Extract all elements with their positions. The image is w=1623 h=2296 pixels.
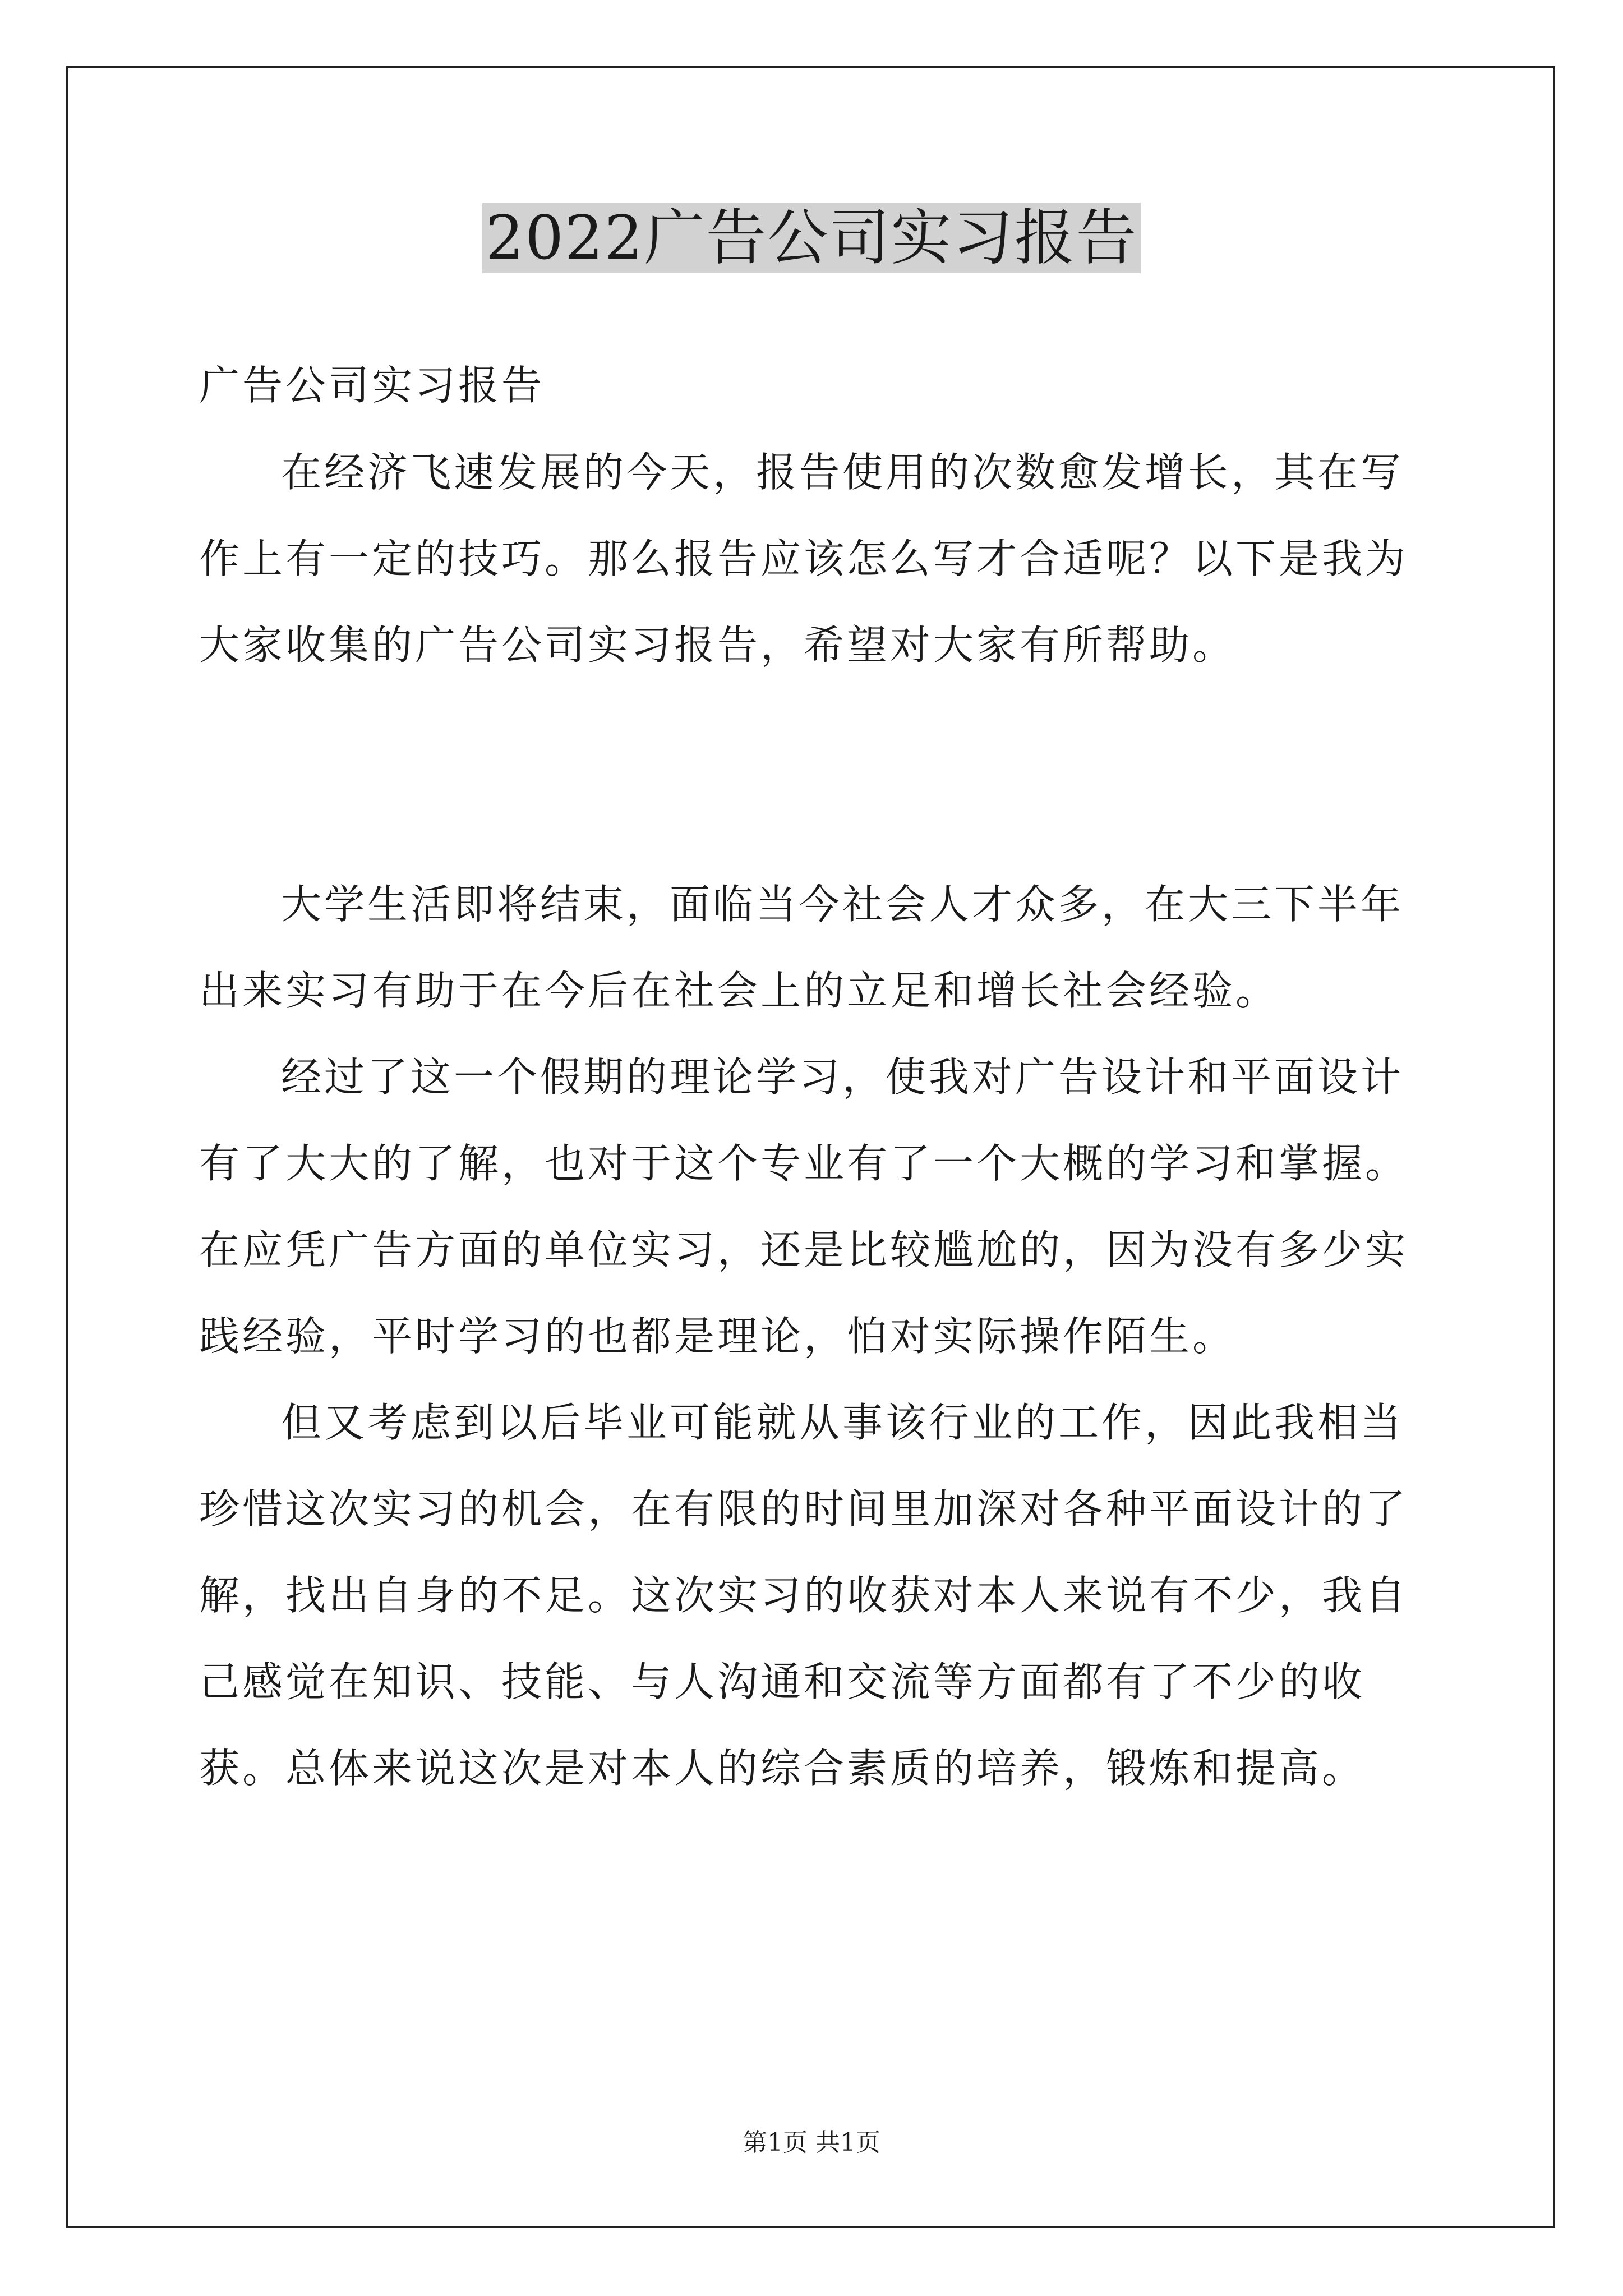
document-title <box>0 199 1623 278</box>
document-title-text: 2022广告公司实习报告 <box>482 203 1141 273</box>
paragraph-2: 经过了这一个假期的理论学习，使我对广告设计和平面设计有了大大的了解，也对于这个专业有了一个大概的学习和掌握。在应凭广告方面的单位实习，还是比较尴尬的，因为没有多少实践经验，平时学习的也都是理论，怕对实际操作陌生。 <box>199 1053 1409 1360</box>
paragraph-3: 但又考虑到以后毕业可能就从事该行业的工作，因此我相当珍惜这次实习的机会，在有限的时间里加深对各种平面设计的了解，找出自身的不足。这次实习的收获对本人来说有不少，我自己感觉在知识、技能、与人沟通和交流等方面都有了不少的收获。总体来说这次是对本人的综合素质的培养，锻炼和提高。 <box>199 1399 1409 1792</box>
page-number: 第1页 共1页 <box>743 2128 880 2157</box>
paragraph-1: 大学生活即将结束，面临当今社会人才众多，在大三下半年出来实习有助于在今后在社会上的立足和增长社会经验。 <box>199 881 1404 1014</box>
paragraph-intro: 在经济飞速发展的今天，报告使用的次数愈发增长，其在写作上有一定的技巧。那么报告应该怎么写才合适呢？以下是我为大家收集的广告公司实习报告，希望对大家有所帮助。 <box>199 449 1409 669</box>
document-subtitle: 广告公司实习报告 <box>199 362 545 409</box>
